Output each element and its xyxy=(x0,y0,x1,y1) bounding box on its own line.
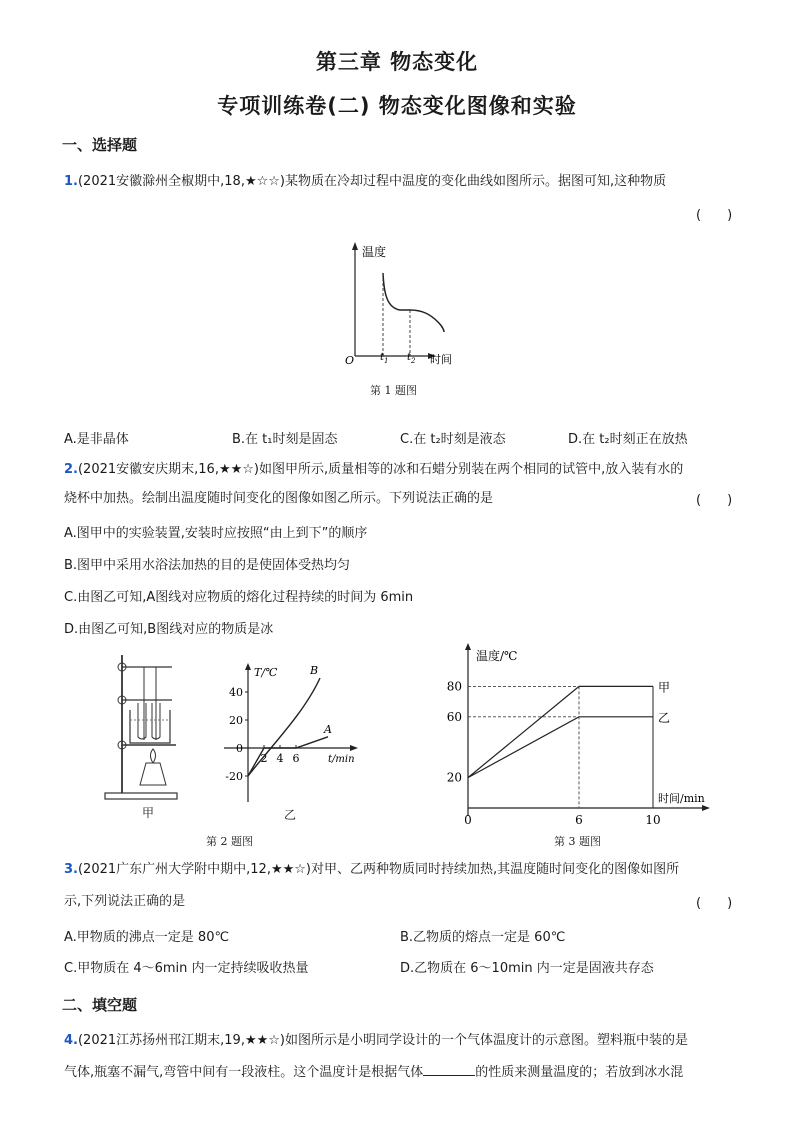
x-tick-label: 0 xyxy=(464,813,472,827)
question-4-stem xyxy=(64,1031,754,1051)
t2-label: $t_2$ xyxy=(407,352,416,365)
question-number: 3. xyxy=(64,862,78,877)
question-text: 如图所示是小明同学设计的一个气体温度计的示意图。塑料瓶中装的是 xyxy=(284,1033,688,1048)
y-tick-label: 20 xyxy=(446,770,462,785)
series-line-甲 xyxy=(468,686,653,777)
question-4-stem-line2 xyxy=(64,1062,754,1083)
t1-label: $t_1$ xyxy=(380,352,389,365)
question-1-stem xyxy=(64,172,744,192)
question-text: 某物质在冷却过程中温度的变化曲线如图所示。据图可知,这种物质 xyxy=(284,174,667,189)
figure-3-caption: 第 3 题图 xyxy=(554,835,601,848)
x-tick-label: 2 xyxy=(260,752,268,765)
fig-label-jia: 甲 xyxy=(142,806,155,820)
question-text: 的性质来测量温度的；若放到冰水混 xyxy=(475,1065,684,1080)
question-2-stem-line2: 烧杯中加热。绘制出温度随时间变化的图像如图乙所示。下列说法正确的是 xyxy=(64,491,494,506)
answer-paren: ( ) xyxy=(696,208,733,223)
question-source: (2021江苏扬州邗江期末,19,★★☆) xyxy=(77,1033,285,1048)
y-tick-label: 20 xyxy=(229,714,243,727)
series-line-B xyxy=(248,678,320,776)
answer-paren: ( ) xyxy=(696,493,733,508)
y-axis-label: T/℃ xyxy=(254,666,278,679)
q1-option-d: D.在 t₂时刻正在放热 xyxy=(568,432,688,447)
question-number: 4. xyxy=(64,1033,78,1048)
y-axis-label: 温度/℃ xyxy=(476,649,518,663)
question-2-stem xyxy=(64,460,754,480)
x-tick-label: 6 xyxy=(575,813,583,827)
figure-2-caption: 第 2 题图 xyxy=(206,835,253,848)
answer-paren: ( ) xyxy=(696,896,733,911)
figure-1-caption: 第 1 题图 xyxy=(370,384,417,397)
q1-option-c: C.在 t₂时刻是液态 xyxy=(400,432,506,447)
y-axis-arrow xyxy=(465,643,471,650)
question-number: 2. xyxy=(64,462,78,477)
x-axis-arrow xyxy=(702,805,710,811)
x-axis-label: 时间/min xyxy=(658,792,705,805)
x-axis-label: t/min xyxy=(328,754,355,765)
answer-blank[interactable] xyxy=(423,1062,475,1076)
fig-label-yi: 乙 xyxy=(284,808,297,822)
series-label-乙: 乙 xyxy=(658,710,671,725)
question-text: 气体,瓶塞不漏气,弯管中间有一段液柱。这个温度计是根据气体 xyxy=(64,1065,424,1080)
question-text: 如图甲所示,质量相等的冰和石蜡分别装在两个相同的试管中,放入装有水的 xyxy=(258,462,684,477)
y-tick-label: -20 xyxy=(225,770,243,783)
chapter-title: 第三章 物态变化 xyxy=(315,50,479,74)
series-line-乙 xyxy=(468,717,653,778)
q1-option-a: A.是非晶体 xyxy=(64,432,129,447)
test-tube-1 xyxy=(138,703,146,739)
series-label-甲: 甲 xyxy=(658,680,671,695)
x-tick-label: 4 xyxy=(276,752,284,765)
q2-option-b: B.图甲中采用水浴法加热的目的是使固体受热均匀 xyxy=(64,558,351,573)
q1-ylabel: 温度 xyxy=(362,245,387,259)
series-line-A xyxy=(248,737,328,776)
series-label-A: A xyxy=(324,722,332,736)
q3-option-d: D.乙物质在 6～10min 内一定是固液共存态 xyxy=(400,961,654,976)
flame xyxy=(151,749,156,763)
cooling-curve xyxy=(383,273,444,332)
q2-option-c: C.由图乙可知,A图线对应物质的熔化过程持续的时间为 6min xyxy=(64,590,414,605)
q3-option-b: B.乙物质的熔点一定是 60℃ xyxy=(400,930,566,945)
q3-option-a: A.甲物质的沸点一定是 80℃ xyxy=(64,930,230,945)
q2-option-a: A.图甲中的实验装置,安装时应按照“由上到下”的顺序 xyxy=(64,526,368,541)
x-tick-label: 6 xyxy=(292,752,300,765)
question-source: (2021安徽滁州全椒期中,18,★☆☆) xyxy=(77,174,285,189)
question-source: (2021安徽安庆期末,16,★★☆) xyxy=(77,462,259,477)
section-heading-choice: 一、选择题 xyxy=(62,136,138,154)
x-tick-label: 10 xyxy=(645,813,661,827)
y-axis-arrow xyxy=(352,242,358,250)
q1-option-b: B.在 t₁时刻是固态 xyxy=(232,432,338,447)
q2-option-d: D.由图乙可知,B图线对应的物质是冰 xyxy=(64,622,274,637)
q1-origin: O xyxy=(345,354,355,367)
section-heading-fill: 二、填空题 xyxy=(62,996,138,1014)
q1-cooling-graph xyxy=(330,236,480,371)
y-tick-label: 0 xyxy=(236,742,243,755)
question-3-stem-line2: 示,下列说法正确的是 xyxy=(64,894,186,909)
q1-xlabel: 时间 xyxy=(430,353,452,366)
beaker xyxy=(130,710,170,743)
question-number: 1. xyxy=(64,174,78,189)
alcohol-lamp xyxy=(140,763,166,785)
q3-temperature-chart xyxy=(440,640,720,830)
q2-temperature-chart xyxy=(220,660,370,810)
paper-title: 专项训练卷(二) 物态变化图像和实验 xyxy=(217,94,577,118)
stand-base xyxy=(105,793,177,799)
x-axis-arrow xyxy=(350,745,358,751)
y-axis-arrow xyxy=(245,663,251,670)
series-label-B: B xyxy=(310,664,319,677)
y-tick-label: 80 xyxy=(446,679,462,694)
question-source: (2021广东广州大学附中期中,12,★★☆) xyxy=(77,862,311,877)
y-tick-label: 60 xyxy=(446,709,462,724)
q3-option-c: C.甲物质在 4～6min 内一定持续吸收热量 xyxy=(64,961,309,976)
q2-apparatus-figure xyxy=(100,645,195,810)
question-text: 对甲、乙两种物质同时持续加热,其温度随时间变化的图像如图所 xyxy=(310,862,680,877)
question-3-stem xyxy=(64,860,754,880)
y-tick-label: 40 xyxy=(229,686,243,699)
